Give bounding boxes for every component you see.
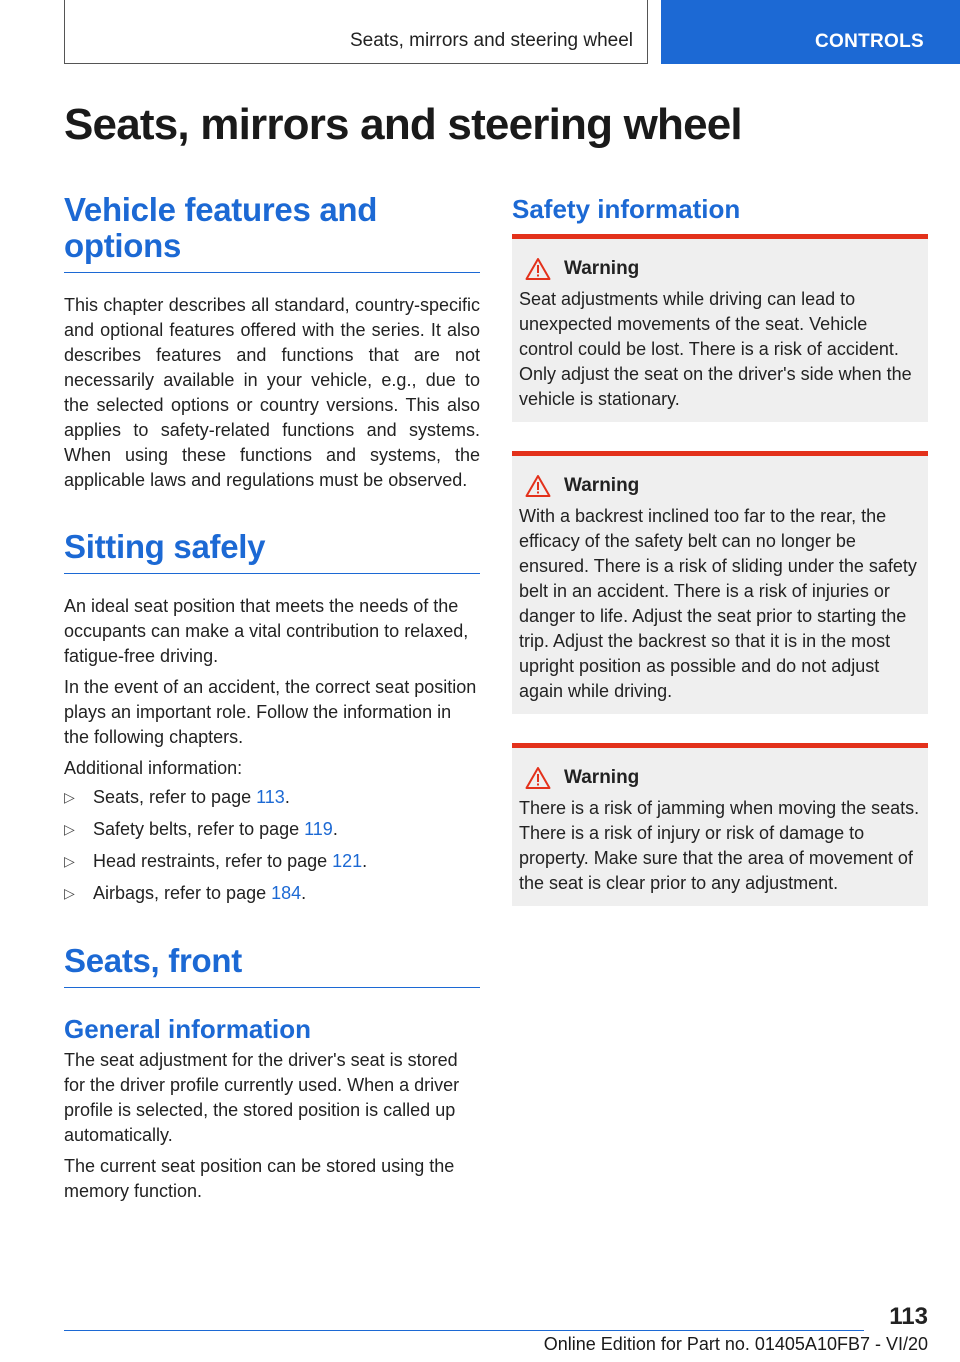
right-column <box>512 192 928 226</box>
triangle-bullet-icon: ▷ <box>64 853 75 869</box>
footer-divider <box>64 1330 864 1331</box>
triangle-bullet-icon: ▷ <box>64 821 75 837</box>
warning-text: With a backrest inclined too far to the rear, the efficacy of the safety belt can no longer be ensured. There is a risk of sliding under the safety belt in an accident. There is a risk of injuries or danger to life. Adjust the seat prior to starting the trip. Adjust the backrest so that it is in the most upright position as possible and do not adjust again while driving. <box>519 506 917 701</box>
ref-text: Head restraints, refer to page <box>93 851 333 871</box>
vehicle-features-body: This chapter describes all standard, country-specific and optional features offered with the series. It also describes features and functions that are not necessarily available in your vehicle, e.g., due to the selected options or country versions. This also applies to safety-related functions and systems. When using these functions and systems, the applicable laws and regulations must be observed. <box>64 295 480 490</box>
heading-vehicle-features-line2: options <box>64 227 182 264</box>
heading-vehicle-features-line1: Vehicle features and <box>64 191 378 228</box>
list-item: ▷ Safety belts, refer to page 119. <box>64 817 480 842</box>
warning-box <box>512 451 928 714</box>
sitting-safely-para2: In the event of an accident, the correct seat position plays an important role. Follow the information in the following chapters. <box>64 677 477 747</box>
warning-box <box>512 234 928 422</box>
chapter-tab[interactable] <box>661 0 960 64</box>
subheading-general-information: General information <box>64 1014 312 1044</box>
heading-seats-front: Seats, front <box>64 943 480 988</box>
seats-front-para1: The seat adjustment for the driver's seat is stored for the driver profile currently used. When a driver profile is selected, the stored position is called up automatically. <box>64 1050 460 1145</box>
list-item: ▷ Head restraints, refer to page 121. <box>64 849 480 874</box>
warning-title: Warning <box>564 767 640 788</box>
triangle-bullet-icon: ▷ <box>64 885 75 901</box>
sitting-safely-para1: An ideal seat position that meets the needs of the occupants can make a vital contribution to relaxed, fatigue-free driving. <box>64 596 469 666</box>
seats-front-para2: The current seat position can be stored using the memory function. <box>64 1156 455 1201</box>
edition-footer: Online Edition for Part no. 01405A10FB7 - VI/20 <box>543 1334 928 1354</box>
list-item: ▷ Seats, refer to page 113. <box>64 785 480 810</box>
chapter-tab-label: CONTROLS <box>815 31 925 52</box>
warning-triangle-icon <box>525 766 551 790</box>
page-number: 113 <box>889 1303 928 1330</box>
header-section-title: Seats, mirrors and steering wheel <box>349 30 633 51</box>
page-link-113[interactable]: 113 <box>256 787 285 807</box>
heading-sitting-safely: Sitting safely <box>64 529 480 574</box>
page-link-119[interactable]: 119 <box>304 819 333 839</box>
warning-text: There is a risk of jamming when moving the seats. There is a risk of injury or risk of damage to property. Make sure that the area of movement of the seat is clear prior to any adjustment. <box>519 798 920 893</box>
warning-title: Warning <box>564 475 640 496</box>
page-link-121[interactable]: 121 <box>332 851 363 871</box>
warning-triangle-icon <box>525 474 551 498</box>
heading-vehicle-features <box>64 192 480 273</box>
sitting-safely-para3: Additional information: <box>64 758 243 778</box>
reference-list <box>64 785 480 906</box>
ref-text: Safety belts, refer to page <box>93 819 305 839</box>
list-item: ▷ Airbags, refer to page 184. <box>64 881 480 906</box>
warning-triangle-icon <box>525 257 551 281</box>
ref-text: Airbags, refer to page <box>93 883 272 903</box>
page-title: Seats, mirrors and steering wheel <box>64 100 742 149</box>
header-section-box <box>64 0 648 64</box>
warning-title: Warning <box>564 258 640 279</box>
left-column <box>64 192 480 1204</box>
triangle-bullet-icon: ▷ <box>64 789 75 805</box>
warning-text: Seat adjustments while driving can lead to unexpected movements of the seat. Vehicle control could be lost. There is a risk of accident. Only adjust the seat on the driver's side when the vehicle is stationary. <box>519 289 912 409</box>
warning-box <box>512 743 928 906</box>
page-link-184[interactable]: 184 <box>271 883 302 903</box>
ref-text: Seats, refer to page <box>93 787 257 807</box>
heading-safety-information: Safety information <box>512 194 741 224</box>
